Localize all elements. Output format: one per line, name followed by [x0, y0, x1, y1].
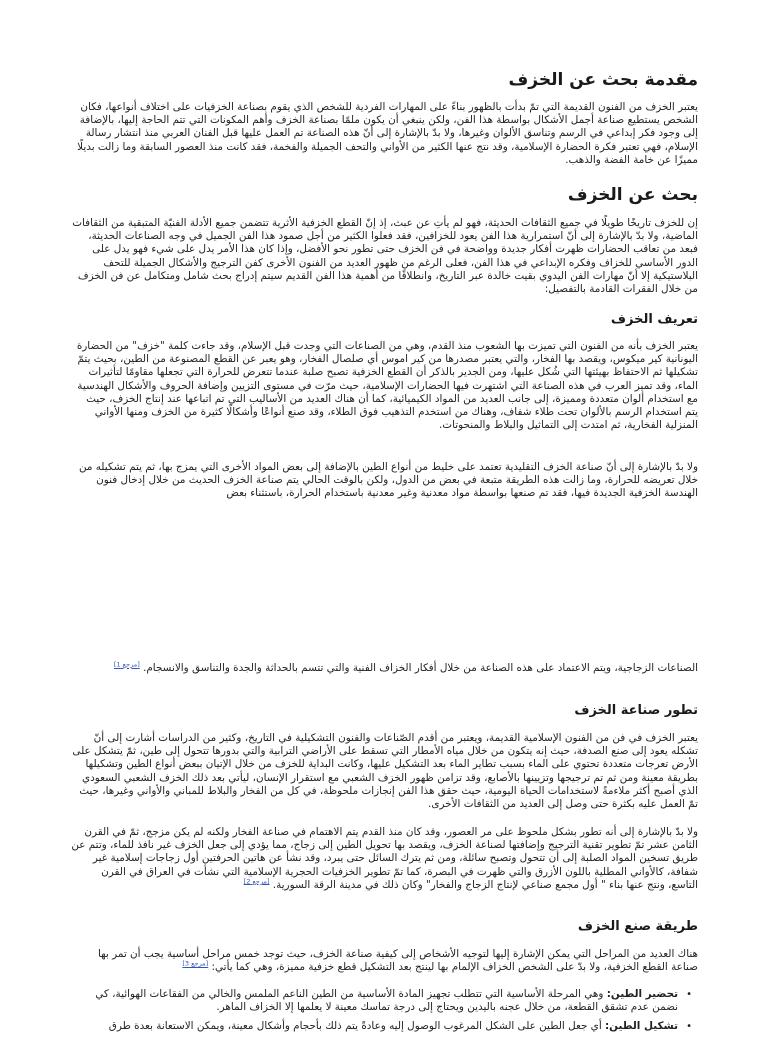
definition-paragraph-2: ولا بدّ بالإشارة إلى أنّ صناعة الخزف التقليدية تعتمد على خليط من أنواع الطين بالإضافة إلى بعض المواد الأخرى التي يمزج بها، ثم يتم تشكيله من خلال تعريضه للحرارة، وما زالت هذه الطريقة متبعة في بعض من الدول، ولكن بالوقت الحالي يتم صناعة الخزف الحديث من خلال إدخال فنون الهندسة الخزفية الجديدة فيها، فقد تم صنعها بواسطة مواد معدنية وغير معدنية باستخدام الحرارة، باستثناء بعض: [78, 461, 698, 500]
section-intro-paragraph: إن للخزف تاريخًا طويلًا في جميع الثقافات الحديثة، فهو لم يأتِ عن عبث، إذ إنّ القطع الخزفية الأثرية تتضمن جميع الأدلة الفنيّة المتبقية من الثقافات الماضية، ولا بدّ بالإشارة إلى أنّ استمرارية هذا الفن يعود للخزافين، فقد فعلوا الكثير من أجل صمود هذا الفن الجميل في وجه الصناعات الحديثة، فبعد من تعاقب الحضارات ظهرت أفكار جديدة وواضحة في فن الخزف حتى تطور نحو الأفضل، وإذا كان هذا الأمر يدل على شيء فهو يدل على الدور الأساسي للخزاف وفكره الإبداعي في هذا الفن، فعلى الرغم من ظهور العديد من الفنون الأخرى كفن الترجيج والأشكال الجميلة للتحف البلاستيكية إلا أنّ مهارات الفن اليدوي بقيت خالدة عبر التاريخ، وانطلاقًا من أهمية هذا الفن القديم سيتم إدراج بحث شامل ومتكامل عن فن الخزف من خلال الفقرات القادمة بالتفصيل:: [72, 217, 698, 296]
step-text: أي جعل الطين على الشكل المرغوب الوصول إليه وعادةً يتم ذلك بأحجام وأشكال معينة، ويمكن الاستعانة بعدة طرق: [108, 1020, 602, 1033]
step-text: وهي المرحلة الأساسية التي تتطلب تجهيز المادة الأساسية من الطين الناعم الملمس والخالي من الفقاعات الهوائية، كي نضمن عدم تشقق القطعة، من خلال عجنه باليدين ويحتاج إلى درجة تماسك معينة لا يعلمها إلا الخزاف الماهر.: [95, 988, 678, 1014]
step-name: تحضير الطين:: [606, 988, 678, 1000]
method-steps-list: [70, 988, 698, 1040]
reference-link-2[interactable]: [مرجع 2]: [243, 877, 270, 886]
intro-paragraph: يعتبر الخزف من الفنون القديمة التي تمّ بدأت بالظهور بناءً على المهارات الفردية للشخص الذي يقوم بصناعة الخزفيات على اختلاف أنواعها، فكان الشخص يستطيع صناعة أجمل الأشكال بواسطة هذا الفن، ولكن ينبغي أن يكون ملمًا بصناعة الخزف وأهم المكونات التي تتم الحاجة إليها، بالإضافة إلى وجود فكر إبداعي في الرسم وتناسق الألوان وغيرها، ولا بدّ بالإشارة إلى أنّ هذه الصناعة تم العمل عليها قبل الفنان العربي منذ انتشار رسالة الإسلام، فهي تعتبر فكرة الحضارة الإسلامية، وقد نتج عنها الكثير من الأواني والتحف الجميلة والفخمة، فقد كانت منذ العصور السابقة وما زالت بديلًا مميزًا عن خامة الفضة والذهب.: [77, 101, 698, 166]
definition-paragraph-3: [70, 662, 698, 675]
section-title: بحث عن الخزف: [567, 185, 698, 205]
evolution-heading: تطور صناعة الخزف: [574, 703, 698, 718]
list-item: [70, 988, 678, 1014]
evolution-paragraph-2: [70, 826, 698, 892]
method-heading: طريقة صنع الخزف: [577, 919, 698, 934]
evolution-paragraph-2-text: ولا بدّ بالإشارة إلى أنه تطور بشكل ملحوظ على مر العصور، وقد كان منذ القدم يتم الاهتمام في صناعة الفخار ولكنه لم يكن مزجج، ثمّ في القرن الثامن عشر تمّ تطوير تقنية الترجيج وإضافتها لصناعة الخزف، ويقصد بها تحويل الطين إلى زجاج، مما يؤدي إلى جعل الخزف غير نافذ للماء، وتتم عن طريق تسخين المواد الصلبة إلى أن تتحول وتصبح سائلة، ومن ثم يترك السائل حتى يبرد، وقد نشأ عن هاتين الحرفتين أول زجاجات إسلامية غير شفافة، كالأواني المطلية باللون الأزرق والتي ظهرت في البصرة، كما تمّ تطوير الخزفيات الحجرية الإسلامية التي نشأت في العراق في القرن التاسع، ونتج عنها بناء " أول مجمع صناعي لإنتاج الزجاج والفخار" وكان ذلك في مدينة الرقة السورية.: [71, 826, 698, 891]
method-intro-paragraph: [70, 948, 698, 974]
evolution-paragraph-1: يعتبر الخزف في فن من الفنون الإسلامية القديمة، ويعتبر من أقدم الصّناعات والفنون التشكيلية في التاريخ، وكثير من الدراسات أشارت إلى أنّ تشكله يعود إلى صنع الصدفة، حيث إنه يتكون من خلال مياه الأمطار التي تسقط على الأراضي الترابية والتي بدورها تتحول إلى طين، ثمّ يتشكل على الأرض تعرجات متعددة تحتوي على الماء بسبب تطاير الماء بعد التشكيل عليها، وكانت البداية للخزف من خلال الإتيان ببعض أنواع الطين وتشكيلها بطريقة معينة ومن ثم تم ترجيجها وتزيينها بالأصابع، وقد تزامن ظهور الخزف الشعبي مع استقرار الإنسان، ليأتي بعد ذلك الخزف الشعبي السعودي الذي أصبح أكثر ملاءمةً لاستخدامات الحياة اليومية، حيث حقق هذا الفن إنجازات ملحوظة، في كل من الفخار والبلاط للمباني والأواني وغيرها، حيث تمّ العمل عليه بكثرة حتى وصل إلى العديد من الثقافات الأخرى.: [72, 732, 698, 811]
definition-heading: تعريف الخزف: [610, 312, 698, 327]
method-intro-text: هناك العديد من المراحل التي يمكن الإشارة إليها لتوجيه الأشخاص إلى كيفية صناعة الخزف، حيث توجد خمس مراحل أساسية يجب أن تمر بها صناعة القطع الخزفية، ولا بدّ على الشخص الخزاف الإلمام بها لينتج بعد التشكيل قطع خزفية مميزة، وهي كما يأتي:: [97, 948, 698, 974]
reference-link-3[interactable]: [مرجع 3]: [182, 959, 209, 968]
definition-paragraph-1: يعتبر الخزف بأنه من الفنون التي تميزت بها الشعوب منذ القدم، وهي من الصناعات التي وجدت قبل الإسلام، وقد جاءت كلمة "خزف" من الحضارة اليونانية كير ميكوس، ويقصد بها الفخار، والتي يعتبر مصدرها من كير اموس أي صلصال الفخار، وهو يعبر عن القطع المصنوعة من الطين، بحيث يتمّ تشكيلها ثم الاحتفاظ بهيئتها التي شُكل عليها، ومن الجدير بالذكر أن القطع الخزفية تصبح صلبة عندما تتعرض للحرارة التي تجعلها مقاومًا لتأثيرات الماء، وقد تميز العرب في هذه الصناعة التي اشتهرت فيها الحضارات الإسلامية، حيث مرّت في مستوى التزيين وإضافة الحروف والأشكال الهندسية مع استخدام ألوان متعددة ومميزة، إلى جانب العديد من المواد الكيميائية، كما أن هناك العديد من الأساليب التي تم اتباعها عند إنتاج الخزف، حيث يتم استخدام الرسم بالألوان تحت طلاء شفاف، وهناك من استخدم التذهيب فوق الطلاء، وقد صنع أنواعًا وأشكالًا كثيرة من الخزف ومنها الأواني المنزلية الفخارية، ثم امتدت إلى التماثيل والبلاط والمنحوتات.: [76, 340, 698, 432]
definition-paragraph-3-text: الصناعات الزجاجية، ويتم الاعتماد على هذه الصناعة من خلال أفكار الخزاف الفنية والتي تتسم بالحداثة والجدة والتناسق والانسجام.: [143, 662, 698, 674]
step-name: تشكيل الطين:: [605, 1020, 678, 1033]
reference-link-1[interactable]: [مرجع 1]: [113, 660, 140, 669]
list-item: [70, 1020, 678, 1033]
article-title: مقدمة بحث عن الخزف: [508, 70, 698, 90]
